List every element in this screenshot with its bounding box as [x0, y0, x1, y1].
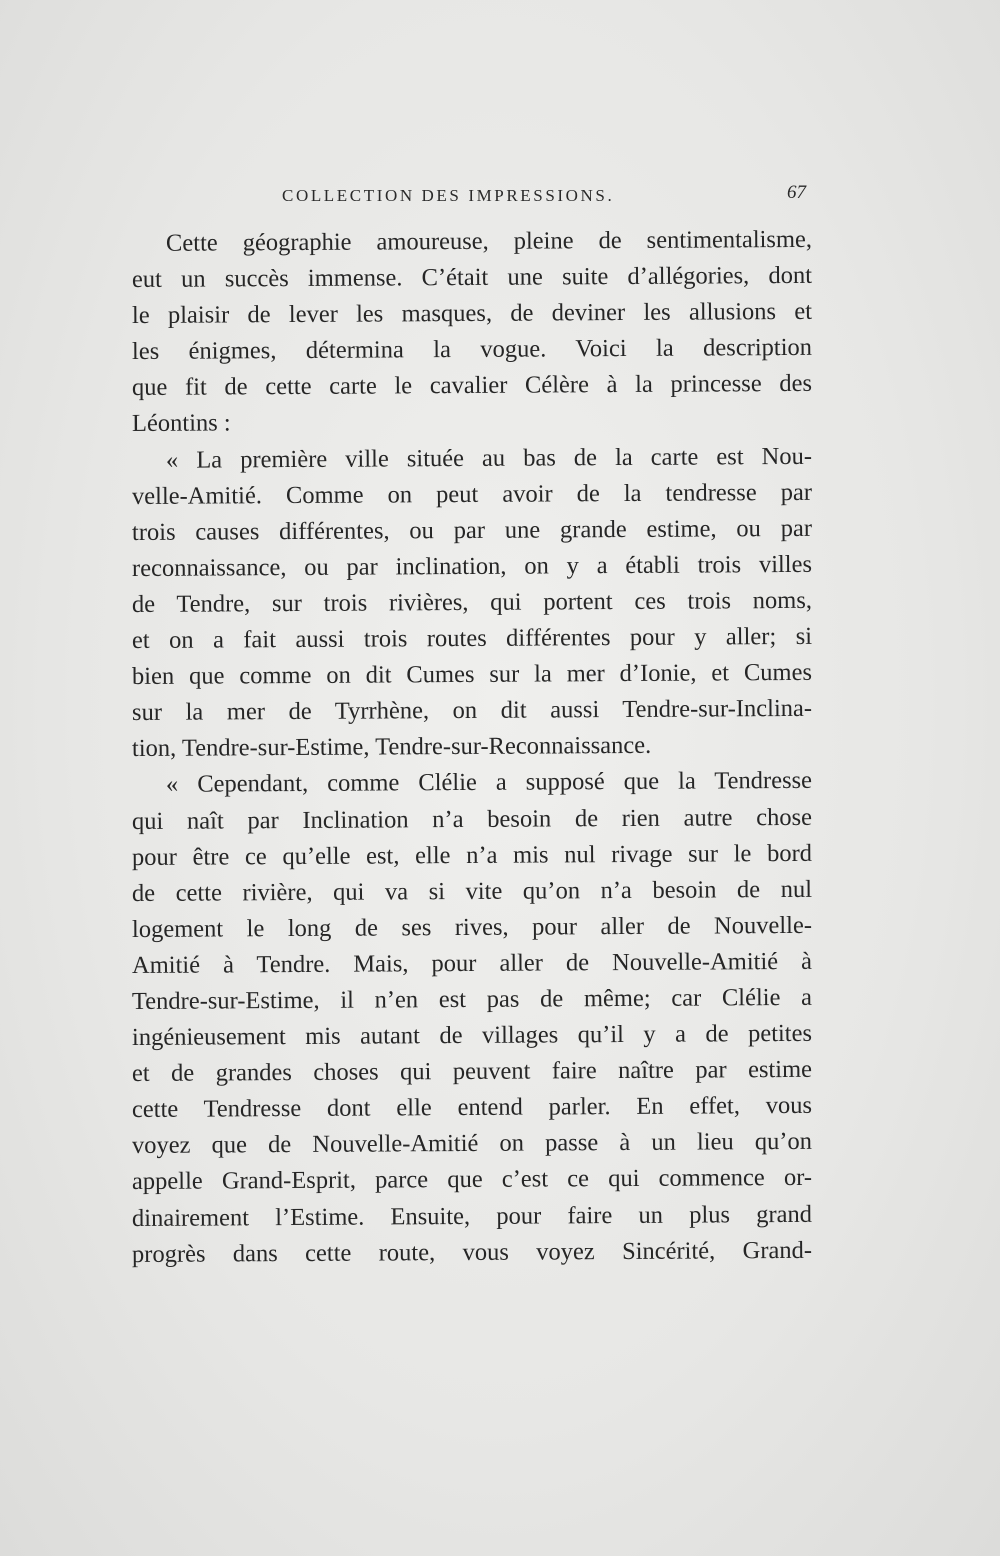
text-line: reconnaissance, ou par inclination, on y a établi trois villes — [131, 550, 813, 582]
text-line: que fit de cette carte le cavalier Célère à la princesse des — [131, 370, 813, 402]
text-line: Amitié à Tendre. Mais, pour aller de Nouvelle-Amitié à — [131, 947, 813, 979]
body-text — [132, 226, 812, 1273]
text-line: bien que comme on dit Cumes sur la mer d’Ionie, et Cumes — [131, 658, 813, 691]
text-line: pour être ce qu’elle est, elle n’a mis nul rivage sur le bord — [131, 839, 813, 871]
text-line: et on a fait aussi trois routes différentes pour y aller; si — [131, 622, 813, 655]
text-line: Cette géographie amoureuse, pleine de sentimentalisme, — [165, 225, 813, 257]
text-line: Léontins : — [131, 409, 231, 438]
text-line: progrès dans cette route, vous voyez Sincérité, Grand- — [131, 1236, 813, 1268]
text-line: trois causes différentes, ou par une grande estime, ou par — [131, 514, 813, 546]
text-line: voyez que de Nouvelle-Amitié on passe à un lieu qu’on — [131, 1128, 813, 1160]
text-line: les énigmes, détermina la vogue. Voici la description — [131, 334, 813, 366]
running-title: COLLECTION DES IMPRESSIONS. — [282, 186, 615, 205]
text-line: le plaisir de lever les masques, de deviner les allusions et — [131, 298, 813, 330]
text-line: velle-Amitié. Comme on peut avoir de la tendresse par — [131, 478, 813, 510]
text-line: et de grandes choses qui peuvent faire naître par estime — [131, 1056, 813, 1088]
text-line: tion, Tendre-sur-Estime, Tendre-sur-Reconnaissance. — [131, 732, 652, 763]
running-head — [282, 182, 812, 216]
text-line: Tendre-sur-Estime, il n’en est pas de même; car Clélie a — [131, 983, 813, 1015]
text-line: de cette rivière, qui va si vite qu’on n’a besoin de nul — [131, 875, 813, 907]
text-line: appelle Grand-Esprit, parce que c’est ce qui commence or- — [131, 1164, 813, 1196]
text-line: eut un succès immense. C’était une suite d’allégories, dont — [131, 261, 813, 294]
text-line: « La première ville située au bas de la carte est Nou- — [165, 442, 813, 474]
text-line: « Cependant, comme Clélie a supposé que la Tendresse — [165, 767, 813, 799]
text-line: dinairement l’Estime. Ensuite, pour faire un plus grand — [131, 1200, 813, 1232]
page-number: 67 — [787, 182, 806, 203]
text-line: cette Tendresse dont elle entend parler. En effet, vous — [131, 1092, 813, 1124]
text-line: de Tendre, sur trois rivières, qui portent ces trois noms, — [131, 586, 813, 618]
text-line: qui naît par Inclination n’a besoin de rien autre chose — [131, 803, 813, 835]
text-line: logement le long de ses rives, pour aller de Nouvelle- — [131, 911, 813, 943]
text-line: ingénieusement mis autant de villages qu’il y a de petites — [131, 1019, 813, 1052]
text-line: sur la mer de Tyrrhène, on dit aussi Tendre-sur-Inclina- — [131, 695, 813, 727]
